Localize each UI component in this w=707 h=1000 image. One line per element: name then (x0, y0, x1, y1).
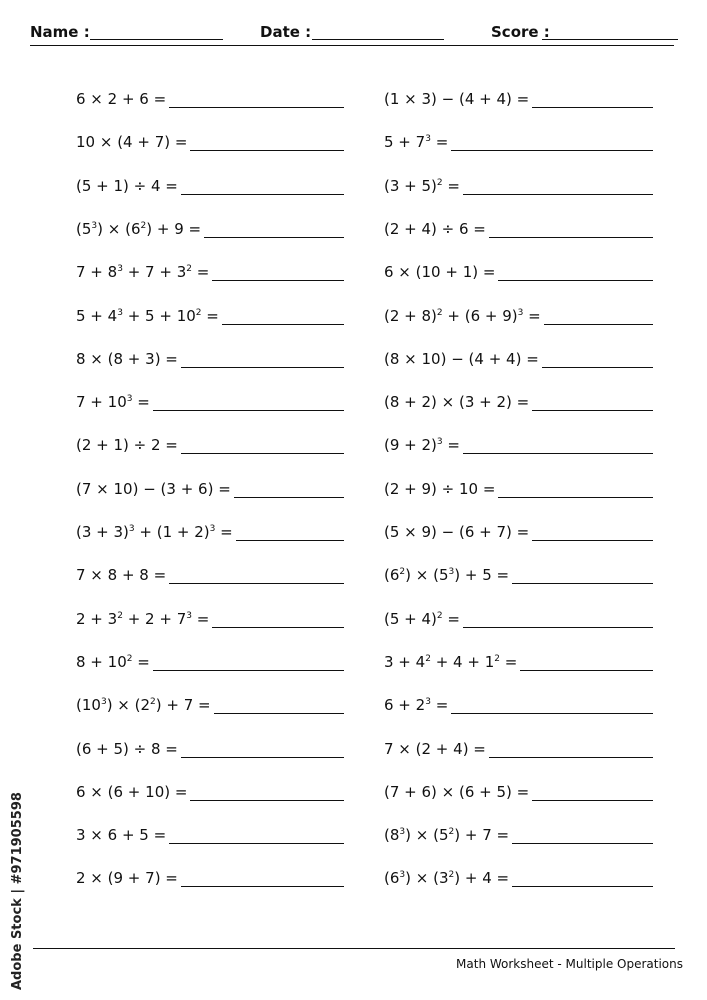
problem-expression: $(5 + 4)^2$ = (384, 609, 460, 628)
problem-expression: $(8^3) \times (5^2) + 7$ = (384, 826, 510, 845)
answer-blank-line[interactable] (236, 522, 344, 541)
exponent: 3 (517, 307, 524, 318)
problem-right-6 (384, 305, 653, 325)
problem-expression: $(2 + 8)^2 + (6 + 9)^3$ = (384, 306, 541, 325)
problem-expression: $6 + 2^3$ = (384, 696, 449, 715)
problem-left-5 (76, 261, 344, 281)
exponent: 3 (209, 524, 216, 534)
exponent: 3 (448, 567, 455, 578)
exponent: 2 (436, 610, 443, 621)
exponent: 3 (91, 220, 98, 231)
answer-blank-line[interactable] (212, 262, 344, 281)
problem-expression: $7 + 10^3$ = (76, 393, 150, 412)
exponent: 2 (436, 307, 443, 318)
exponent: 2 (448, 827, 455, 838)
problem-expression: $(3 + 5)^2$ = (384, 176, 460, 195)
problem-left-6 (76, 305, 344, 325)
problem-right-11 (384, 521, 653, 541)
problem-expression: (5 + 1) ÷ 4 = (76, 176, 178, 195)
answer-blank-line[interactable] (190, 132, 344, 151)
problem-expression: $(6^3) \times (3^2) + 4$ = (384, 869, 510, 888)
exponent: 2 (117, 610, 123, 621)
answer-blank-line[interactable] (181, 176, 344, 195)
stock-watermark (8, 770, 28, 990)
answer-blank-line[interactable] (190, 782, 344, 801)
answer-blank-line[interactable] (234, 479, 344, 498)
answer-blank-line[interactable] (489, 739, 653, 758)
date-label: Date : (260, 23, 312, 41)
exponent: 3 (425, 134, 431, 145)
problem-expression: 6 × 2 + 6 = (76, 90, 167, 108)
problem-expression: $5 + 4^3 + 5 + 10^2$ = (76, 306, 219, 325)
exponent: 3 (186, 610, 192, 621)
answer-blank-line[interactable] (451, 695, 653, 714)
problem-left-16 (76, 738, 344, 758)
problem-expression: $2 + 3^2 + 2 + 7^3$ = (76, 609, 210, 628)
answer-blank-line[interactable] (212, 609, 344, 628)
problem-expression: (5 × 9) − (6 + 7) = (384, 523, 530, 541)
problem-expression: 6 × (10 + 1) = (384, 263, 496, 282)
answer-blank-line[interactable] (153, 392, 344, 411)
answer-blank-line[interactable] (181, 435, 344, 454)
problem-expression: $(6^2) \times (5^3) + 5$ = (384, 566, 510, 585)
problem-right-3 (384, 175, 653, 195)
score-label: Score : (491, 23, 550, 41)
exponent: 2 (448, 870, 455, 881)
footer-rule (33, 948, 675, 949)
answer-blank-line[interactable] (204, 219, 344, 238)
exponent: 3 (117, 264, 123, 275)
problem-right-5 (384, 261, 653, 281)
problem-left-13 (76, 608, 344, 628)
answer-blank-line[interactable] (498, 479, 653, 498)
answer-blank-line[interactable] (153, 652, 344, 671)
problem-expression: $5 + 7^3$ = (384, 133, 449, 152)
answer-blank-line[interactable] (498, 262, 653, 281)
exponent: 3 (399, 870, 406, 881)
problem-left-12 (76, 564, 344, 584)
problem-left-19 (76, 867, 344, 887)
problem-expression: $(5^3) \times (6^2) + 9$ = (76, 219, 202, 238)
exponent: 3 (425, 697, 431, 708)
exponent: 2 (140, 220, 147, 231)
footer-title: Math Worksheet - Multiple Operations (456, 957, 683, 971)
problem-expression: 8 × (8 + 3) = (76, 349, 178, 368)
exponent: 3 (399, 827, 406, 838)
problem-expression: (8 + 2) × (3 + 2) = (384, 393, 530, 412)
exponent: 2 (436, 177, 443, 188)
exponent: 3 (126, 394, 133, 405)
answer-blank-line[interactable] (512, 825, 653, 844)
problem-expression: 7 × 8 + 8 = (76, 566, 167, 585)
name-label: Name : (30, 23, 90, 41)
problem-expression: 3 × 6 + 5 = (76, 826, 167, 845)
problem-left-14 (76, 651, 344, 671)
answer-blank-line[interactable] (532, 522, 653, 541)
problem-left-8 (76, 391, 344, 411)
problem-expression: (8 × 10) − (4 + 4) = (384, 349, 539, 368)
exponent: 2 (195, 307, 202, 318)
problem-expression: $8 + 10^2$ = (76, 652, 150, 671)
answer-blank-line[interactable] (512, 565, 653, 584)
problem-right-2 (384, 131, 653, 151)
problem-right-7 (384, 348, 653, 368)
exponent: 2 (186, 264, 192, 275)
answer-blank-line[interactable] (520, 652, 653, 671)
problem-expression: 6 × (6 + 10) = (76, 782, 188, 801)
exponent: 3 (128, 524, 135, 534)
problem-expression: (7 × 10) − (3 + 6) = (76, 479, 231, 498)
problem-expression: $(3 + 3)^3 + (1 + 2)^3$ = (76, 523, 233, 541)
problem-left-7 (76, 348, 344, 368)
problem-right-17 (384, 781, 653, 801)
problem-right-19 (384, 867, 653, 887)
answer-blank-line[interactable] (222, 306, 344, 325)
problem-expression: (1 × 3) − (4 + 4) = (384, 90, 530, 108)
problem-right-4 (384, 218, 653, 238)
problem-expression: $3 + 4^2 + 4 + 1^2$ = (384, 652, 518, 671)
problem-left-15 (76, 694, 344, 714)
answer-blank-line[interactable] (512, 868, 653, 887)
answer-blank-line[interactable] (544, 306, 653, 325)
problem-left-10 (76, 478, 344, 498)
problem-right-10 (384, 478, 653, 498)
answer-blank-line[interactable] (463, 435, 653, 454)
exponent: 2 (425, 653, 431, 664)
answer-blank-line[interactable] (532, 392, 653, 411)
answer-blank-line[interactable] (451, 132, 653, 151)
answer-blank-line[interactable] (169, 825, 344, 844)
problem-right-16 (384, 738, 653, 758)
exponent: 2 (399, 567, 406, 578)
problem-expression: (2 + 1) ÷ 2 = (76, 436, 178, 455)
problem-left-18 (76, 824, 344, 844)
problem-left-17 (76, 781, 344, 801)
exponent: 2 (494, 653, 500, 664)
problem-expression: $7 + 8^3 + 7 + 3^2$ = (76, 263, 210, 282)
answer-blank-line[interactable] (169, 89, 344, 108)
problem-expression: 10 × (4 + 7) = (76, 133, 188, 152)
problem-left-11 (76, 521, 344, 541)
exponent: 2 (150, 697, 156, 708)
problem-expression: (7 + 6) × (6 + 5) = (384, 782, 530, 801)
problem-right-12 (384, 564, 653, 584)
problem-right-14 (384, 651, 653, 671)
problem-right-8 (384, 391, 653, 411)
answer-blank-line[interactable] (463, 176, 653, 195)
problem-expression: $(10^3) \times (2^2) + 7$ = (76, 696, 211, 715)
problem-right-9 (384, 434, 653, 454)
answer-blank-line[interactable] (489, 219, 653, 238)
problem-expression: (2 + 4) ÷ 6 = (384, 219, 486, 238)
answer-blank-line[interactable] (542, 349, 653, 368)
exponent: 2 (126, 653, 133, 664)
answer-blank-line[interactable] (181, 349, 344, 368)
problem-right-15 (384, 694, 653, 714)
problem-right-1 (384, 88, 653, 108)
problem-expression: (2 + 9) ÷ 10 = (384, 479, 496, 498)
problem-expression: 2 × (9 + 7) = (76, 869, 178, 888)
problem-expression: (6 + 5) ÷ 8 = (76, 739, 178, 758)
problem-left-4 (76, 218, 344, 238)
exponent: 3 (117, 307, 123, 318)
problem-left-3 (76, 175, 344, 195)
problem-expression: 7 × (2 + 4) = (384, 739, 486, 758)
exponent: 3 (100, 697, 107, 708)
watermark-text: Adobe Stock | #971905598 (10, 792, 25, 990)
problem-left-9 (76, 434, 344, 454)
answer-blank-line[interactable] (181, 868, 344, 887)
answer-blank-line[interactable] (532, 89, 653, 108)
problem-expression: $(9 + 2)^3$ = (384, 436, 460, 455)
problem-right-18 (384, 824, 653, 844)
problem-left-1 (76, 88, 344, 108)
answer-blank-line[interactable] (463, 609, 653, 628)
answer-blank-line[interactable] (181, 739, 344, 758)
answer-blank-line[interactable] (532, 782, 653, 801)
exponent: 3 (436, 437, 443, 448)
problem-right-13 (384, 608, 653, 628)
answer-blank-line[interactable] (214, 695, 344, 714)
answer-blank-line[interactable] (169, 565, 344, 584)
problem-left-2 (76, 131, 344, 151)
